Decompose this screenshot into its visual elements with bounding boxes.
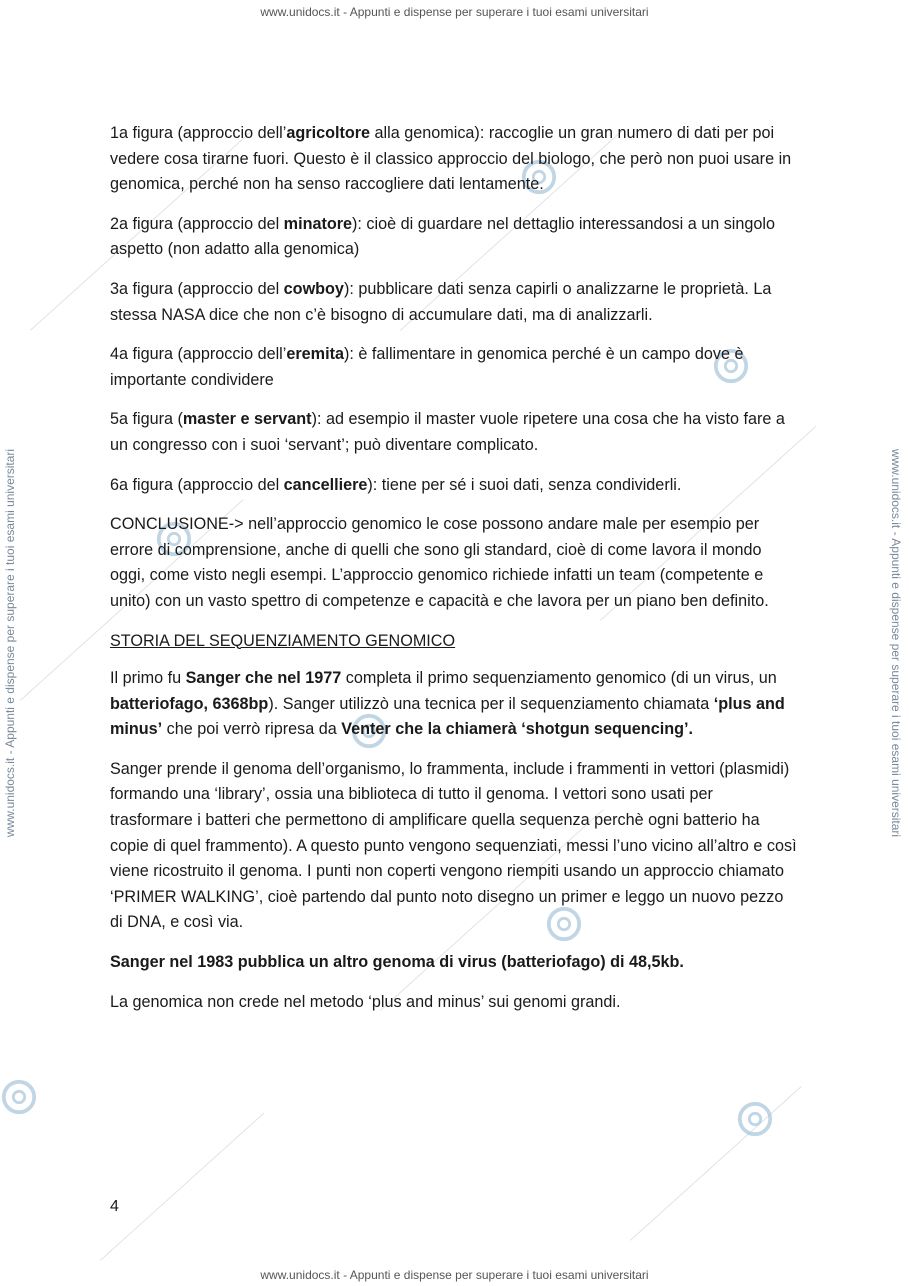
paragraph-conclusione: CONCLUSIONE-> nell’approccio genomico le cose possono andare male per esempio per errore di comprensione, anche di quelli che sono gli standard, cioè di come lavora il mondo oggi, come visto negli esempi. L’approccio genomico richiede infatti un team (competente e unito) con un vasto spettro di competenze e capacità e che lavora per un piano ben definito. [110,515,769,610]
term-eremita: eremita [286,345,344,364]
watermark-side-left: www.unidocs.it - Appunti e dispense per superare i tuoi esami universitari [3,448,17,838]
paragraph-plus-minus: La genomica non crede nel metodo ‘plus and minus’ sui genomi grandi. [110,992,621,1011]
paragraph-sanger-1983: Sanger nel 1983 pubblica un altro genoma di virus (batteriofago) di 48,5kb. [110,953,684,972]
paragraph-master-servant: 5a figura (master e servant): ad esempio il master vuole ripetere una cosa che ha visto fare a un congresso con i suoi ‘servant’; può diventare complicato. [110,410,785,454]
term-minatore: minatore [283,214,353,233]
watermark-side-right: www.unidocs.it - Appunti e dispense per superare i tuoi esami universitari [889,448,903,838]
term-cowboy: cowboy [283,279,344,298]
watermark-banner-top: www.unidocs.it - Appunti e dispense per superare i tuoi esami universitari [260,5,649,19]
paragraph-cowboy: 3a figura (approccio del cowboy): pubblicare dati senza capirli o analizzarne le proprietà. La stessa NASA dice che non c’è bisogno di accumulare dati, ma di analizzarli. [110,279,772,324]
section-heading: STORIA DEL SEQUENZIAMENTO GENOMICO [110,631,456,650]
watermark-banner-bottom: www.unidocs.it - Appunti e dispense per superare i tuoi esami universitari [260,1268,649,1282]
watermark-line [100,1113,264,1261]
term-agricoltore: agricoltore [286,124,371,142]
watermark-line [630,1086,802,1241]
page-number: 4 [110,1198,119,1215]
term-master-servant: master e servant [182,410,312,429]
document-body [110,121,800,1029]
paragraph-eremita: 4a figura (approccio dell’eremita): è fallimentare in genomica perché è un campo dove è importante condividere [110,345,744,389]
paragraph-cancelliere: 6a figura (approccio del cancelliere): tiene per sé i suoi dati, senza condividerli. [110,475,682,494]
paragraph-minatore: 2a figura (approccio del minatore): cioè di guardare nel dettaglio interessandosi a un singolo aspetto (non adatto alla genomica) [110,214,775,259]
unidocs-logo-icon [0,1078,38,1116]
paragraph-sanger-1977: Il primo fu Sanger che nel 1977 completa il primo sequenziamento genomico (di un virus, un batteriofago, 6368bp). Sanger utilizzò una tecnica per il sequenziamento chiamata ‘plus and minus’ che poi verrò ripresa da Venter che la chiamerà ‘shotgun sequencing’. [110,669,785,739]
paragraph-agricoltore: 1a figura (approccio dell’agricoltore alla genomica): raccoglie un gran numero di dati per poi vedere cosa tirarne fuori. Questo è il classico approccio del biologo, che però non puoi usare in genomica, perché non ha senso raccogliere dati lentamente. [110,124,792,194]
unidocs-logo-icon [736,1100,774,1138]
paragraph-sanger-method: Sanger prende il genoma dell’organismo, lo frammenta, include i frammenti in vettori (plasmidi) formando una ‘library’, ossia una biblioteca di tutto il genoma. I vettori sono usati per trasformare i batteri che permettono di amplificare quella sequenza perchè ogni batterio ha copie di quel frammento). A questo punto vengono sequenziati, messi l’uno vicino all’altro e così viene ricostruito il genoma. I punti non coperti vengono riempiti usando un approccio chiamato ‘PRIMER WALKING’, cioè partendo dal punto noto disegno un primer e leggo un nuovo pezzo di DNA, e così via. [110,759,797,932]
term-cancelliere: cancelliere [283,475,368,494]
